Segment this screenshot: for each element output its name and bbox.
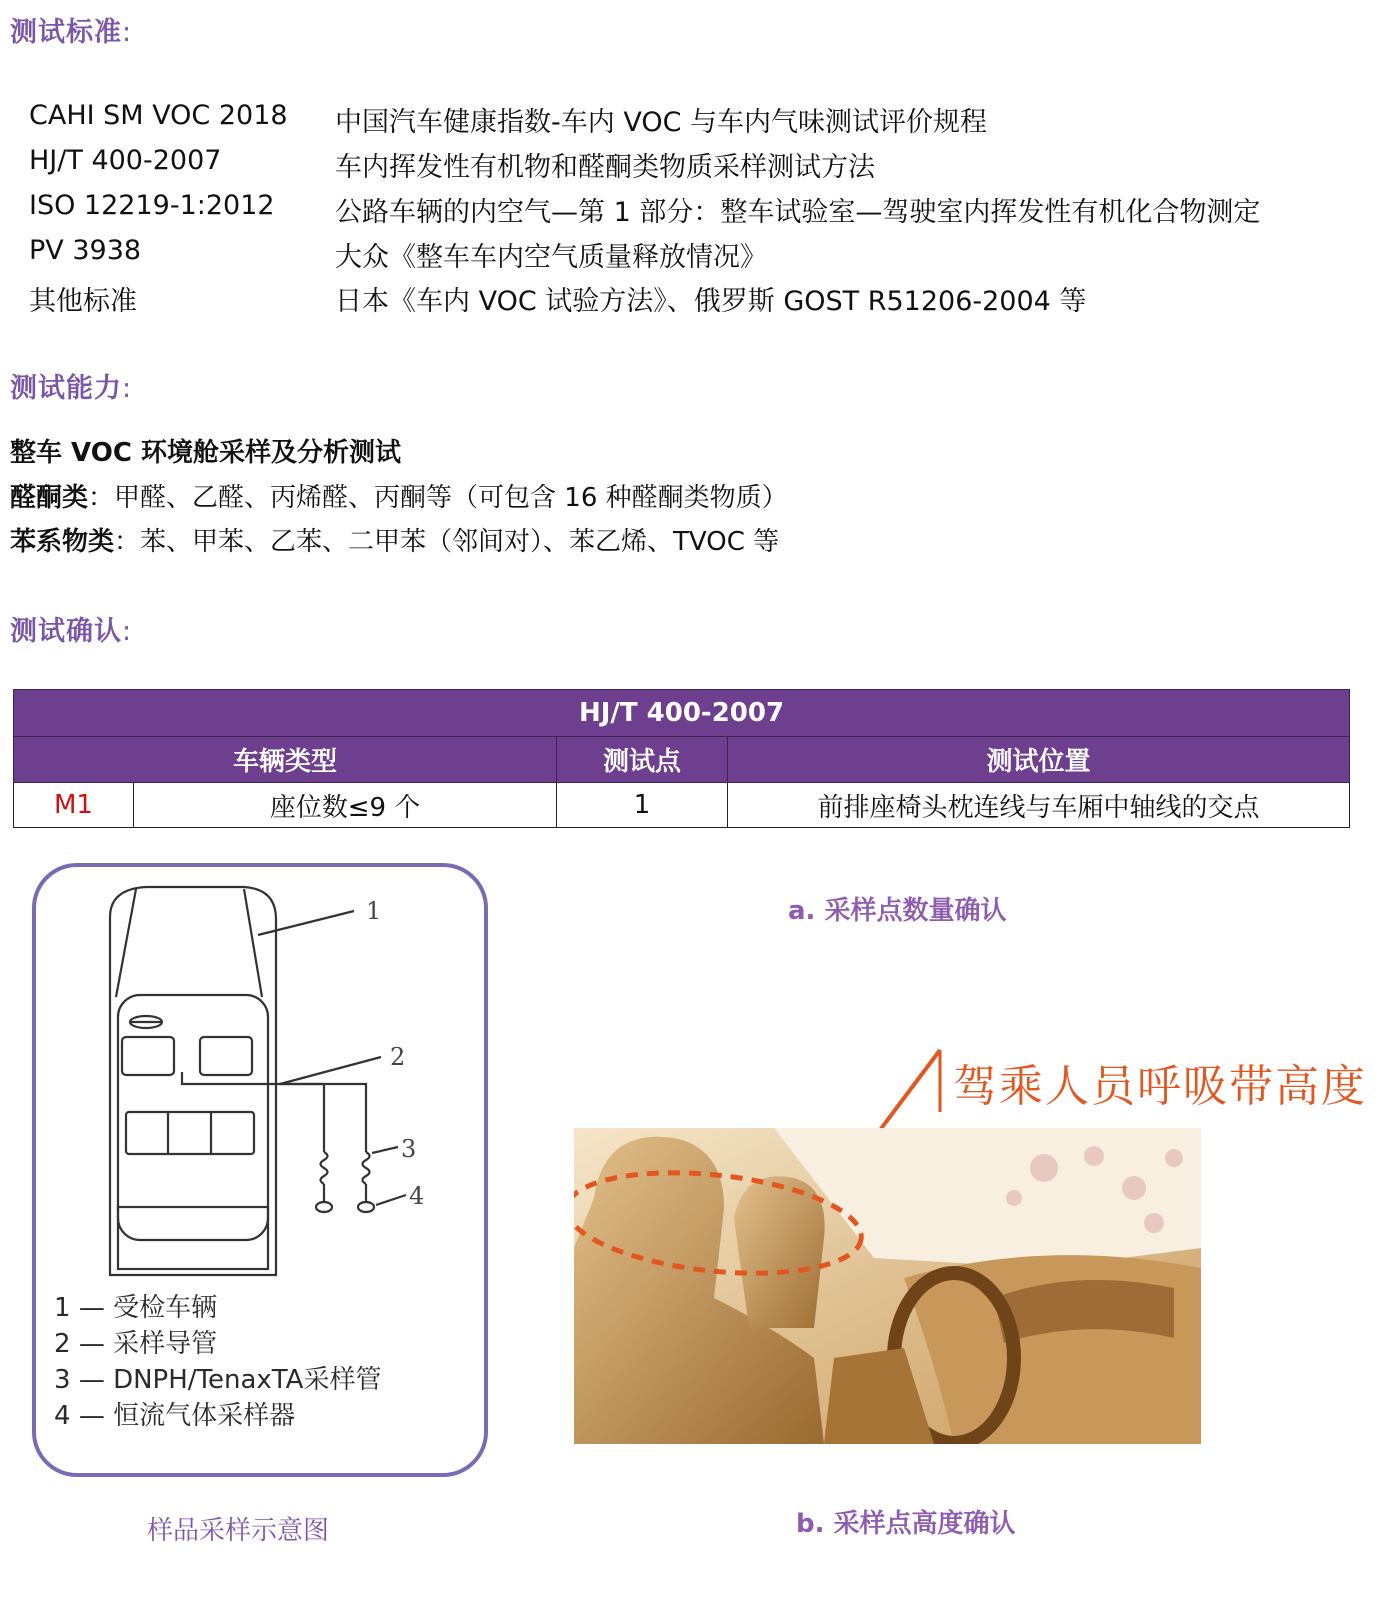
table-title: HJ/T 400-2007 xyxy=(14,690,1350,737)
standard-desc: 公路车辆的内空气—第 1 部分：整车试验室—驾驶室内挥发性有机化合物测定 xyxy=(335,197,1261,228)
standard-code: 其他标准 xyxy=(29,286,137,317)
standard-desc: 车内挥发性有机物和醛酮类物质采样测试方法 xyxy=(335,152,875,183)
test-position-cell: 前排座椅头枕连线与车厢中轴线的交点 xyxy=(728,783,1350,828)
table-header-test-points: 测试点 xyxy=(557,737,728,783)
vehicle-type-cell: 座位数≤9 个 xyxy=(134,783,557,828)
standard-desc: 日本《车内 VOC 试验方法》、俄罗斯 GOST R51206-2004 等 xyxy=(335,286,1087,317)
caption-b: b. 采样点高度确认 xyxy=(796,1509,1016,1539)
breathing-zone-label: 驾乘人员呼吸带高度 xyxy=(953,1061,1367,1112)
section-title-confirmation: 测试确认: xyxy=(10,616,133,647)
legend-item: 4 — 恒流气体采样器 xyxy=(54,1401,296,1431)
callout-1: 1 xyxy=(366,897,382,925)
diagram-caption: 样品采样示意图 xyxy=(147,1516,330,1546)
callout-3: 3 xyxy=(401,1135,417,1163)
section-title-standards: 测试标准: xyxy=(10,17,133,48)
vehicle-class-cell: M1 xyxy=(14,783,134,828)
car-interior-photo xyxy=(574,1128,1201,1444)
table-row xyxy=(14,783,1350,828)
sampling-diagram xyxy=(32,863,488,1477)
section-title-capability: 测试能力: xyxy=(10,373,133,404)
standard-desc: 中国汽车健康指数-车内 VOC 与车内气味测试评价规程 xyxy=(335,107,988,138)
standard-code: PV 3938 xyxy=(29,235,142,266)
table-header-test-position: 测试位置 xyxy=(728,737,1350,783)
legend-item: 3 — DNPH/TenaxTA采样管 xyxy=(54,1365,382,1395)
callout-2: 2 xyxy=(390,1043,406,1071)
standard-code: ISO 12219-1:2012 xyxy=(29,190,275,221)
standard-code: HJ/T 400-2007 xyxy=(29,145,222,176)
capability-aldehyde: 醛酮类：甲醛、乙醛、丙烯醛、丙酮等（可包含 16 种醛酮类物质） xyxy=(10,483,788,513)
test-points-cell: 1 xyxy=(557,783,728,828)
capability-benzene: 苯系物类：苯、甲苯、乙苯、二甲苯（邻间对）、苯乙烯、TVOC 等 xyxy=(10,527,780,557)
car-interior-illustration xyxy=(574,1128,1201,1444)
legend-item: 1 — 受检车辆 xyxy=(54,1293,218,1323)
caption-a: a. 采样点数量确认 xyxy=(788,896,1007,926)
legend-item: 2 — 采样导管 xyxy=(54,1329,218,1359)
standard-desc: 大众《整车车内空气质量释放情况》 xyxy=(335,242,767,273)
capability-headline: 整车 VOC 环境舱采样及分析测试 xyxy=(10,438,401,468)
sampling-table xyxy=(13,689,1350,828)
table-header-vehicle-type: 车辆类型 xyxy=(14,737,557,783)
callout-4: 4 xyxy=(409,1182,425,1210)
standard-code: CAHI SM VOC 2018 xyxy=(29,100,288,131)
